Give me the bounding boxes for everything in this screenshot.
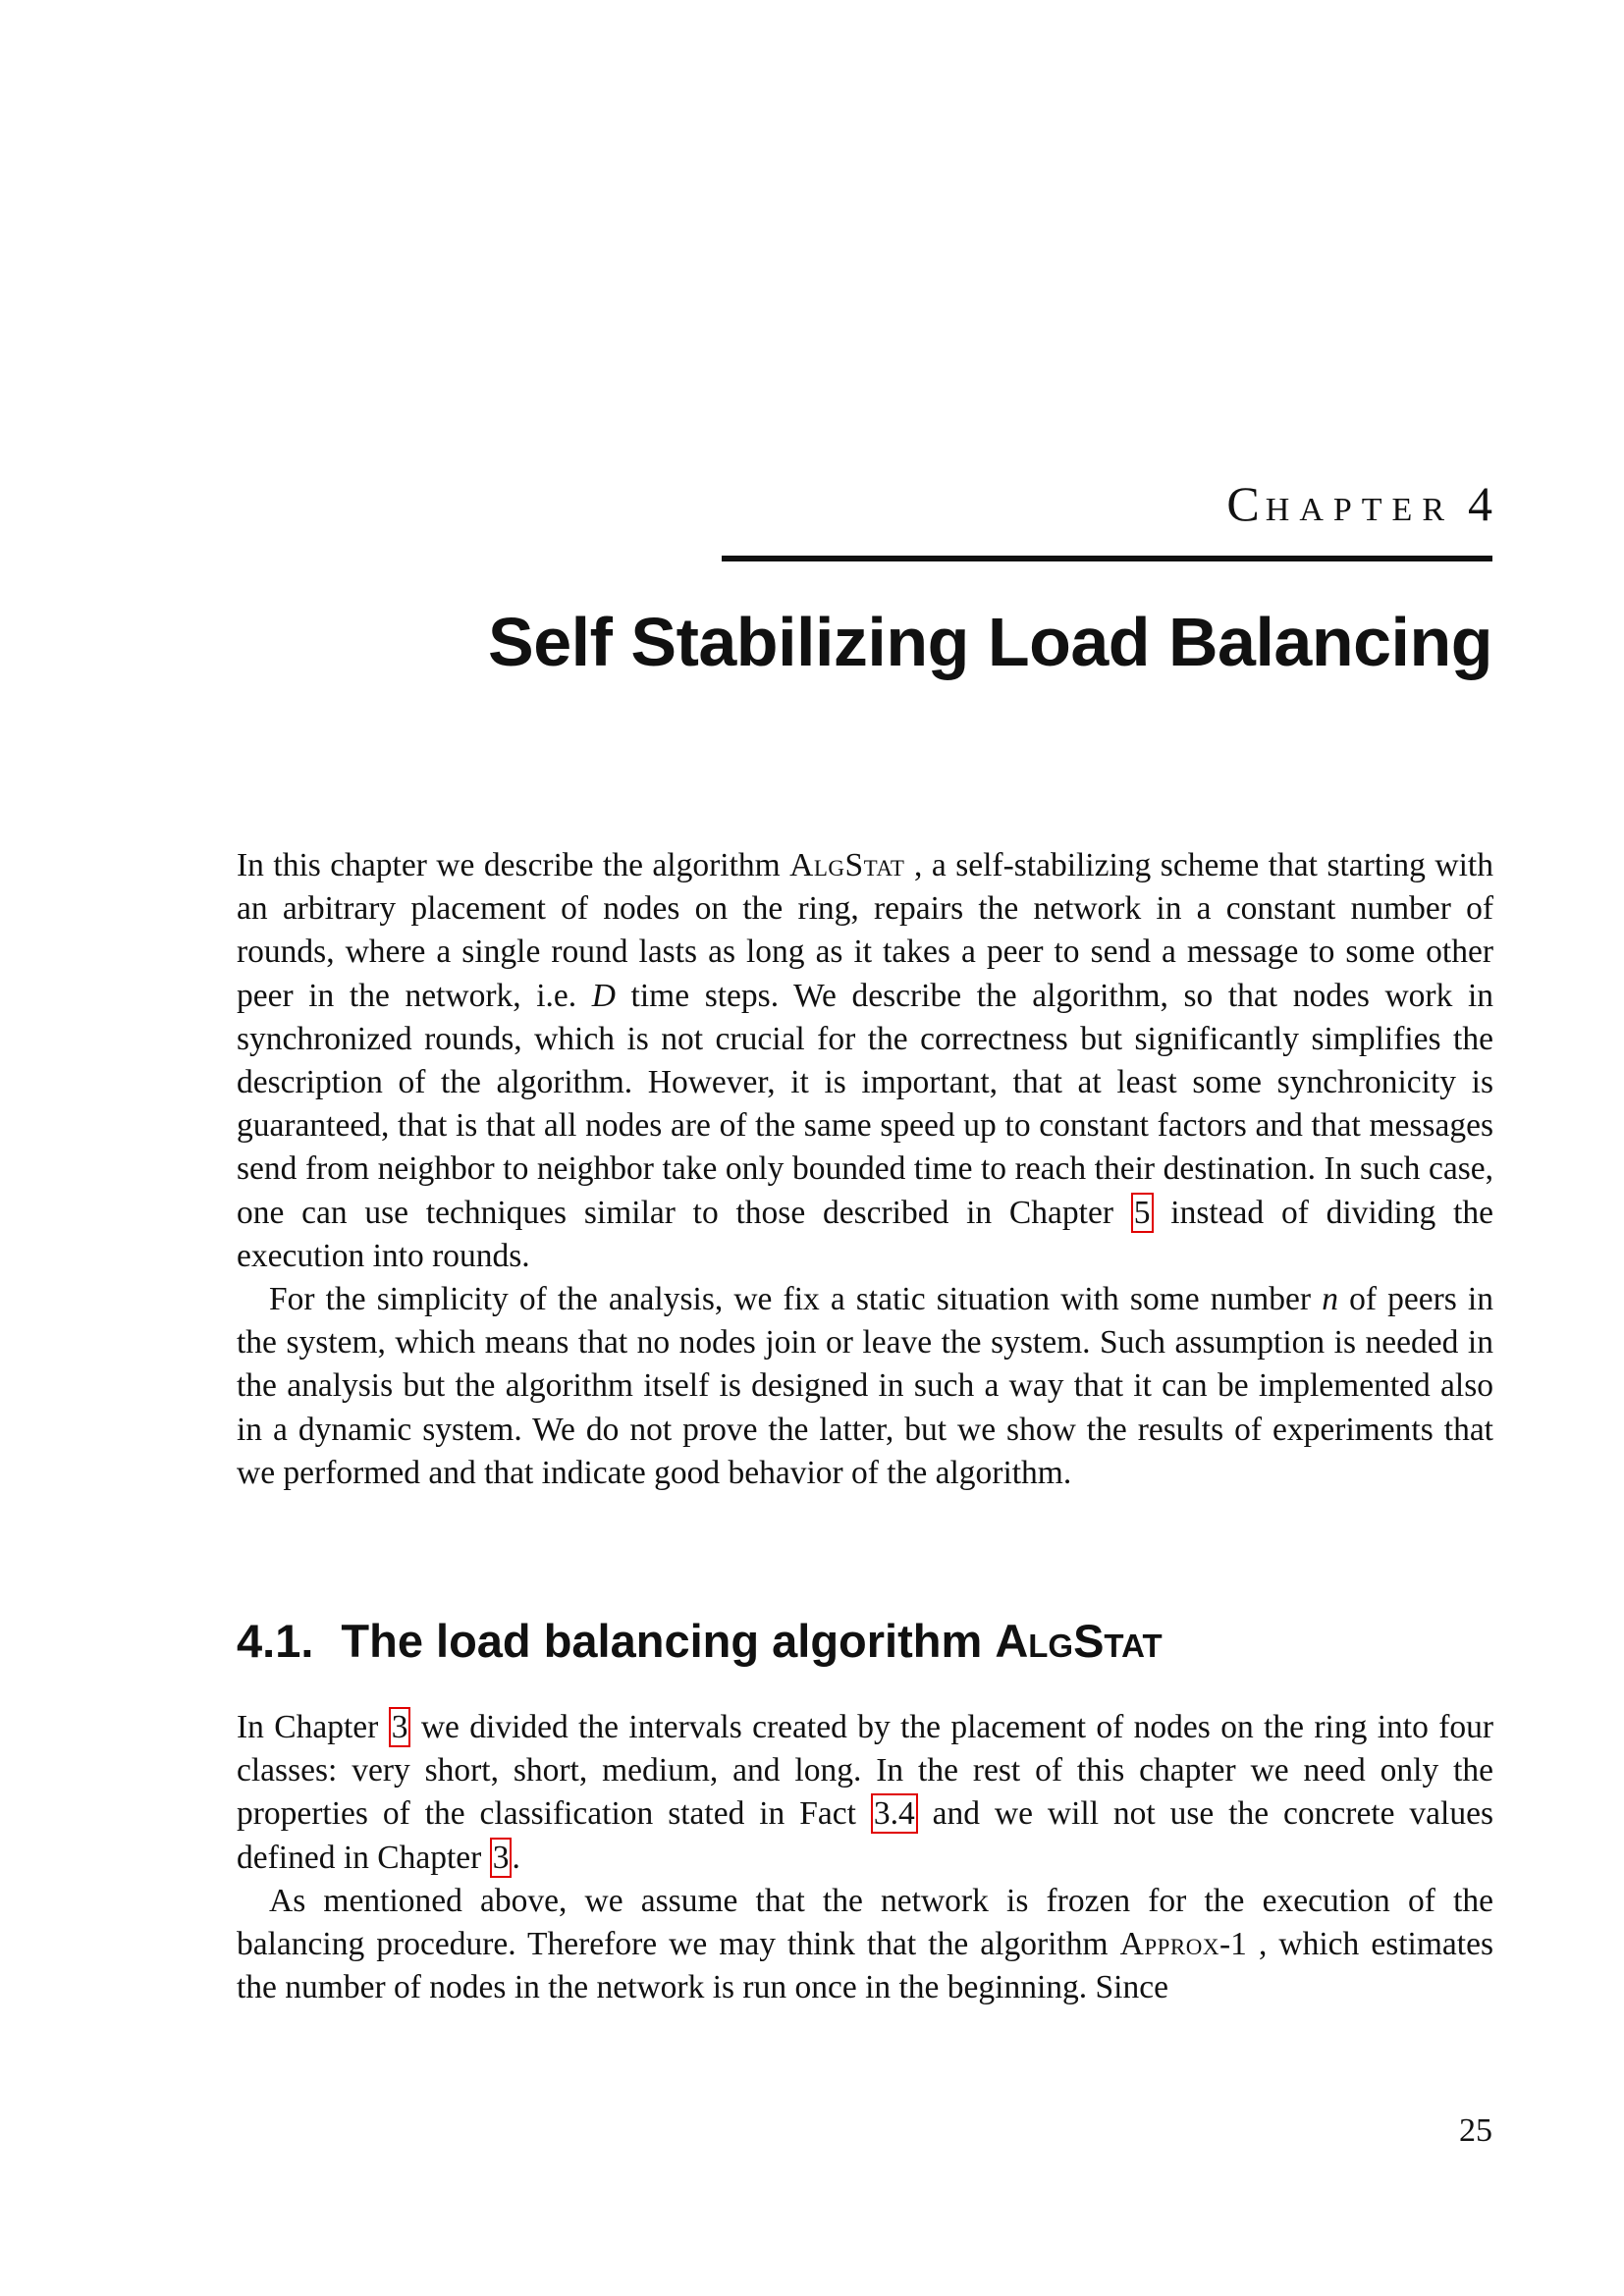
section-number: 4.1. <box>237 1615 314 1667</box>
section-text <box>237 1706 1493 2009</box>
text-run: and we will not use the concrete values defined in Chapter <box>237 1795 1493 1876</box>
intro-text <box>237 844 1493 1495</box>
chapter-number: 4 <box>1468 476 1492 531</box>
variable-d: D <box>591 977 616 1014</box>
fact-3-4-link[interactable]: 3.4 <box>871 1793 918 1834</box>
chapter-title: Self Stabilizing Load Balancing <box>488 604 1492 680</box>
text-run: , which estimates the number of nodes in the network is run once in the beginning. Since <box>237 1926 1493 2006</box>
intro-paragraph-1 <box>237 844 1493 1278</box>
approx-algorithm-name: Approx <box>1119 1926 1219 1963</box>
text-run: In this chapter we describe the algorithm <box>237 847 790 883</box>
text-run: instead of dividing the execution into rounds. <box>237 1194 1493 1274</box>
algorithm-name: AlgStat <box>789 847 905 883</box>
section-title: The load balancing algorithm <box>341 1615 996 1667</box>
text-run: For the simplicity of the analysis, we fix a static situation with some number <box>269 1281 1323 1318</box>
chapter-3-link[interactable]: 3 <box>389 1707 411 1747</box>
chapter-rule <box>722 556 1492 561</box>
chapter-label-rest: HAPTER <box>1265 492 1454 528</box>
text-run: time steps. We describe the algorithm, so that nodes work in synchronized rounds, which is not crucial for the correctness but significantly simplifies the description of the algorithm. However, it is important, that at least some synchronicity is guaranteed, that is that all nodes are of the same speed up to constant factors and that messages send from neighbor to neighbor take only bounded time to reach their destination. In such case, one can use techniques similar to those described in Chapter <box>237 977 1493 1231</box>
text-run: As mentioned above, we assume that the network is frozen for the execution of the balancing procedure. Therefore we may think that the algorithm <box>237 1882 1493 1963</box>
variable-n: n <box>1322 1281 1338 1318</box>
section-paragraph-2 <box>237 1880 1493 2010</box>
chapter-label-initial: C <box>1226 476 1260 531</box>
text-run: we divided the intervals created by the placement of nodes on the ring into four classes: very short, short, medium, and long. In the rest of this chapter we need only the properties of the classification stated in Fact <box>237 1709 1494 1833</box>
section-heading <box>237 1614 1163 1668</box>
approx-suffix: -1 <box>1218 1926 1247 1963</box>
text-run: In Chapter <box>237 1709 389 1745</box>
intro-paragraph-2 <box>237 1278 1493 1495</box>
section-paragraph-1 <box>237 1706 1493 1880</box>
chapter-3-link-2[interactable]: 3 <box>490 1838 513 1878</box>
text-run: of peers in the system, which means that no nodes join or leave the system. Such assumption is needed in the analysis but the algorithm itself is designed in such a way that it can be implemented also in a dynamic system. We do not prove the latter, but we show the results of experiments that we performed and that indicate good behavior of the algorithm. <box>237 1281 1493 1491</box>
page-number: 25 <box>1459 2112 1492 2149</box>
section-algorithm-name: AlgStat <box>995 1615 1163 1667</box>
text-run: . <box>512 1839 520 1876</box>
text-run: , a self-stabilizing scheme that starting with an arbitrary placement of nodes on the ring, repairs the network in a constant number of rounds, where a single round lasts as long as it takes a peer to send a message to some other peer in the network, i.e. <box>237 847 1493 1014</box>
chapter-label <box>1226 475 1492 532</box>
chapter-5-link[interactable]: 5 <box>1131 1193 1154 1233</box>
